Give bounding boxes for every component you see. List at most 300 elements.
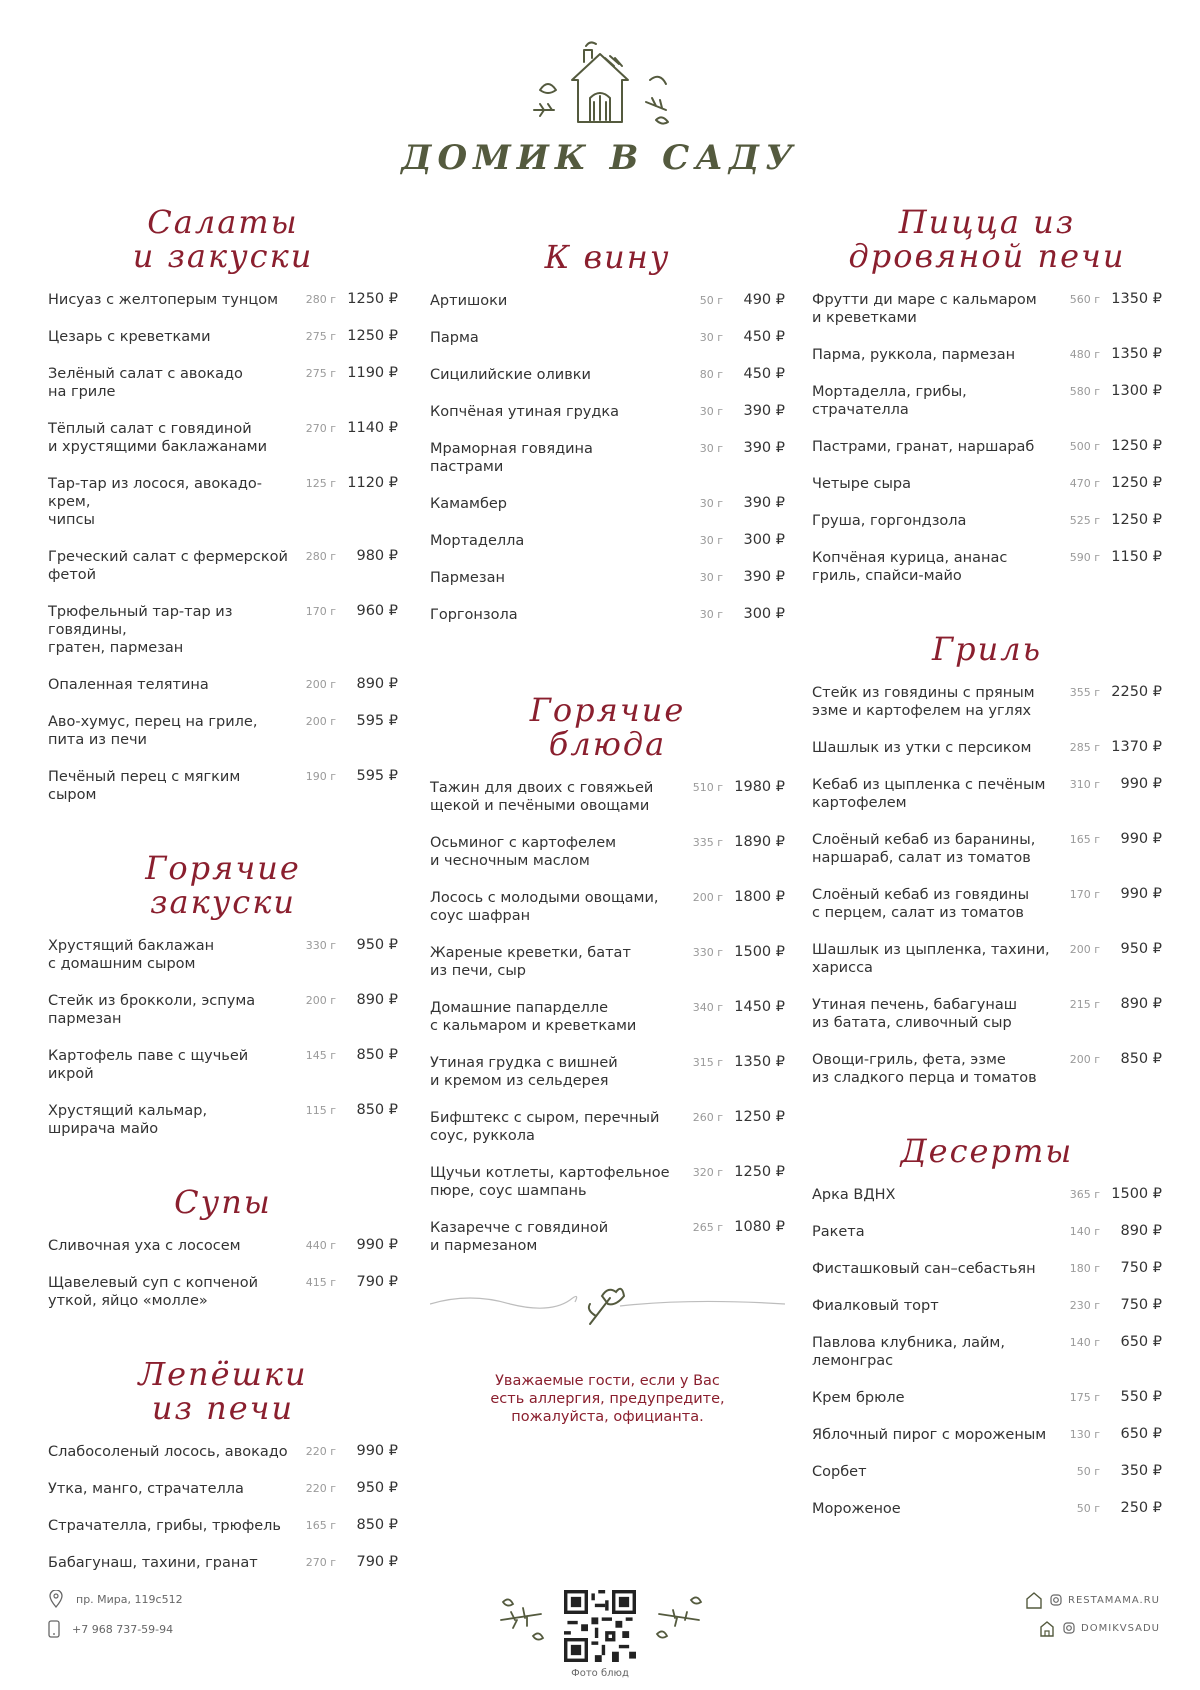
menu-item — [430, 366, 785, 384]
dish-name: Мортаделла — [430, 533, 525, 549]
menu-item — [812, 1051, 1162, 1087]
dish-price: 490 ₽ — [743, 292, 785, 308]
dish-price: 1450 ₽ — [734, 999, 785, 1015]
instagram-icon — [1063, 1622, 1075, 1634]
menu-item — [430, 779, 785, 815]
address: пр. Мира, 119с512 — [76, 1592, 183, 1606]
menu-item — [48, 365, 398, 401]
section-heading — [48, 1357, 398, 1425]
dish-weight: 115 г — [305, 1104, 336, 1117]
dish-price: 1500 ₽ — [1111, 1186, 1162, 1202]
menu-item — [812, 996, 1162, 1032]
dish-name: Артишоки — [430, 293, 508, 309]
dish-price: 990 ₽ — [356, 1237, 398, 1253]
dish-name: Лосось с молодыми овощами, соус шафран — [430, 890, 659, 924]
dish-price: 1250 ₽ — [347, 291, 398, 307]
dish-price: 790 ₽ — [356, 1274, 398, 1290]
dish-weight: 280 г — [305, 293, 336, 306]
dish-weight: 200 г — [305, 678, 336, 691]
section-pizza — [812, 205, 1162, 585]
dish-name: Осьминог с картофелем и чесночным маслом — [430, 835, 617, 869]
dish-name: Фисташковый сан–себастьян — [812, 1261, 1036, 1277]
dish-price: 450 ₽ — [743, 366, 785, 382]
dish-weight: 170 г — [305, 605, 336, 618]
dish-name: Слоёный кебаб из говядины с перцем, салат из томатов — [812, 887, 1030, 921]
qr-code[interactable] — [564, 1590, 636, 1662]
dish-name: Цезарь с креветками — [48, 329, 211, 345]
section-wine — [430, 240, 785, 624]
dish-weight: 50 г — [1076, 1502, 1100, 1515]
menu-item — [430, 999, 785, 1035]
dish-price: 390 ₽ — [743, 569, 785, 585]
dish-name: Сливочная уха с лососем — [48, 1238, 241, 1254]
dish-price: 595 ₽ — [356, 713, 398, 729]
dish-price: 550 ₽ — [1120, 1389, 1162, 1405]
logo — [0, 40, 1200, 178]
dish-name: Яблочный пирог с мороженым — [812, 1427, 1047, 1443]
dish-name: Мраморная говядина пастрами — [430, 441, 593, 475]
dish-weight: 165 г — [305, 1519, 336, 1532]
dish-price: 450 ₽ — [743, 329, 785, 345]
dish-name: Утиная печень, бабагунаш из батата, сливочный сыр — [812, 997, 1018, 1031]
dish-name: Утиная грудка с вишней и кремом из сельдерея — [430, 1055, 618, 1089]
menu-item — [48, 420, 398, 456]
dish-price: 1150 ₽ — [1111, 549, 1162, 565]
dish-weight: 275 г — [305, 367, 336, 380]
menu-item — [812, 1186, 1162, 1204]
dish-price: 750 ₽ — [1120, 1297, 1162, 1313]
dish-weight: 220 г — [305, 1482, 336, 1495]
section-heading — [48, 205, 398, 273]
menu-item — [430, 1054, 785, 1090]
section-salads — [48, 205, 398, 804]
menu-item — [430, 403, 785, 421]
dish-name: Опаленная телятина — [48, 677, 209, 693]
menu-item — [48, 603, 398, 657]
dish-price: 1350 ₽ — [1111, 291, 1162, 307]
dish-weight: 200 г — [1069, 943, 1100, 956]
dish-name: Жареные креветки, батат из печи, сыр — [430, 945, 631, 979]
dish-name: Тёплый салат с говядиной и хрустящими баклажанами — [48, 421, 268, 455]
dish-weight: 580 г — [1069, 385, 1100, 398]
dish-price: 790 ₽ — [356, 1554, 398, 1570]
menu-item — [812, 346, 1162, 364]
footer — [0, 1590, 1200, 1680]
menu-item — [812, 1389, 1162, 1407]
dish-weight: 470 г — [1069, 477, 1100, 490]
dish-weight: 500 г — [1069, 440, 1100, 453]
dish-name: Домашние папарделле с кальмаром и креветками — [430, 1000, 637, 1034]
dish-weight: 270 г — [305, 1556, 336, 1569]
menu-item — [812, 512, 1162, 530]
dish-price: 1250 ₽ — [734, 1109, 785, 1125]
menu-item — [48, 992, 398, 1028]
dish-name: Страчателла, грибы, трюфель — [48, 1518, 281, 1534]
dish-weight: 200 г — [305, 994, 336, 1007]
dish-price: 250 ₽ — [1120, 1500, 1162, 1516]
dish-weight: 220 г — [305, 1445, 336, 1458]
dish-price: 1800 ₽ — [734, 889, 785, 905]
dish-name: Стейк из брокколи, эспума пармезан — [48, 993, 256, 1027]
menu-item — [812, 1463, 1162, 1481]
dish-price: 850 ₽ — [356, 1517, 398, 1533]
dish-name: Парма, руккола, пармезан — [812, 347, 1016, 363]
dish-weight: 525 г — [1069, 514, 1100, 527]
section-heading-line: Лепёшки — [138, 1355, 308, 1393]
section-heading — [812, 1134, 1162, 1168]
section-heading — [812, 632, 1162, 666]
dish-weight: 200 г — [305, 715, 336, 728]
dish-price: 750 ₽ — [1120, 1260, 1162, 1276]
dish-weight: 440 г — [305, 1239, 336, 1252]
dish-weight: 30 г — [699, 608, 723, 621]
menu-item — [48, 937, 398, 973]
dish-name: Бабагунаш, тахини, гранат — [48, 1555, 258, 1571]
dish-price: 1250 ₽ — [1111, 512, 1162, 528]
dish-price: 1250 ₽ — [1111, 475, 1162, 491]
menu-item — [430, 944, 785, 980]
dish-weight: 510 г — [692, 781, 723, 794]
menu-item — [812, 1500, 1162, 1518]
dish-price: 890 ₽ — [1120, 1223, 1162, 1239]
dish-price: 850 ₽ — [356, 1047, 398, 1063]
dish-name: Шашлык из утки с персиком — [812, 740, 1032, 756]
dish-weight: 230 г — [1069, 1299, 1100, 1312]
dish-weight: 30 г — [699, 497, 723, 510]
menu-item — [430, 532, 785, 550]
dish-price: 960 ₽ — [356, 603, 398, 619]
garden-house-icon — [510, 40, 690, 136]
dish-name: Пастрами, гранат, наршараб — [812, 439, 1035, 455]
dish-name: Кебаб из цыпленка с печёным картофелем — [812, 777, 1046, 811]
dish-price: 1080 ₽ — [734, 1219, 785, 1235]
section-heading-line: и закуски — [132, 237, 314, 275]
section-flatbreads — [48, 1357, 398, 1572]
dish-weight: 320 г — [692, 1166, 723, 1179]
dish-name: Фрутти ди маре с кальмаром и креветками — [812, 292, 1037, 326]
menu-item — [812, 739, 1162, 757]
dish-name: Сорбет — [812, 1464, 867, 1480]
section-heading-line: закуски — [150, 883, 296, 921]
dish-name: Трюфельный тар-тар из говядины, гратен, пармезан — [48, 604, 233, 656]
social-row-2[interactable] — [1037, 1618, 1160, 1638]
menu-item — [812, 475, 1162, 493]
section-heading — [430, 240, 785, 274]
menu-item — [812, 831, 1162, 867]
dish-price: 300 ₽ — [743, 532, 785, 548]
ornament — [430, 1274, 785, 1338]
menu-item — [48, 548, 398, 584]
dish-weight: 335 г — [692, 836, 723, 849]
dish-name: Стейк из говядины с пряным эзме и картофелем на углях — [812, 685, 1035, 719]
dish-name: Ракета — [812, 1224, 865, 1240]
dish-weight: 125 г — [305, 477, 336, 490]
dish-weight: 50 г — [1076, 1465, 1100, 1478]
menu-item — [430, 834, 785, 870]
dish-name: Щучьи котлеты, картофельное пюре, соус шампань — [430, 1165, 670, 1199]
dish-name: Фиалковый торт — [812, 1298, 939, 1314]
menu-item — [430, 1109, 785, 1145]
dish-price: 1500 ₽ — [734, 944, 785, 960]
dish-price: 595 ₽ — [356, 768, 398, 784]
dish-weight: 80 г — [699, 368, 723, 381]
menu-item — [48, 1517, 398, 1535]
dish-name: Павлова клубника, лайм, лемонграс — [812, 1335, 1005, 1369]
restamama-logo-icon — [1024, 1590, 1044, 1610]
dish-name: Крем брюле — [812, 1390, 905, 1406]
section-heading-line: Пицца из — [898, 203, 1076, 241]
menu-item — [812, 1297, 1162, 1315]
tulip-ornament-icon — [430, 1274, 785, 1334]
dish-price: 1250 ₽ — [1111, 438, 1162, 454]
brand-name: ДОМИК В САДУ — [401, 138, 799, 178]
dish-price: 390 ₽ — [743, 440, 785, 456]
section-heading-line: Супы — [174, 1183, 272, 1221]
menu-item — [48, 1047, 398, 1083]
dish-price: 990 ₽ — [1120, 776, 1162, 792]
dish-name: Арка ВДНХ — [812, 1187, 896, 1203]
dish-name: Хрустящий баклажан с домашним сыром — [48, 938, 215, 972]
dish-weight: 165 г — [1069, 833, 1100, 846]
dish-weight: 310 г — [1069, 778, 1100, 791]
dish-name: Мортаделла, грибы, страчателла — [812, 384, 967, 418]
section-heading-line: из печи — [151, 1389, 295, 1427]
dish-weight: 280 г — [305, 550, 336, 563]
dish-name: Четыре сыра — [812, 476, 912, 492]
menu-item — [812, 549, 1162, 585]
dish-weight: 200 г — [1069, 1053, 1100, 1066]
dish-price: 300 ₽ — [743, 606, 785, 622]
section-heading — [812, 205, 1162, 273]
section-heading-line: дровяной печи — [848, 237, 1126, 275]
dish-name: Парма — [430, 330, 479, 346]
dish-price: 1300 ₽ — [1111, 383, 1162, 399]
qr-label: Фото блюд — [571, 1668, 629, 1679]
dish-weight: 30 г — [699, 571, 723, 584]
dish-weight: 355 г — [1069, 686, 1100, 699]
dish-name: Бифштекс с сыром, перечный соус, руккола — [430, 1110, 660, 1144]
dish-price: 990 ₽ — [356, 1443, 398, 1459]
dish-name: Слоёный кебаб из баранины, наршараб, салат из томатов — [812, 832, 1036, 866]
dish-name: Мороженое — [812, 1501, 901, 1517]
dish-price: 850 ₽ — [356, 1102, 398, 1118]
dish-weight: 330 г — [305, 939, 336, 952]
dish-name: Копчёная утиная грудка — [430, 404, 620, 420]
dish-name: Щавелевый суп с копченой уткой, яйцо «молле» — [48, 1275, 259, 1309]
section-desserts — [812, 1134, 1162, 1518]
social-link-domikvsadu[interactable]: DOMIKVSADU — [1081, 1622, 1160, 1634]
instagram-icon — [1050, 1594, 1062, 1606]
menu-item — [430, 1164, 785, 1200]
dish-weight: 560 г — [1069, 293, 1100, 306]
menu-item — [430, 292, 785, 310]
dish-name: Слабосоленый лосось, авокадо — [48, 1444, 288, 1460]
dish-name: Хрустящий кальмар, шрирача майо — [48, 1103, 208, 1137]
menu-item — [48, 713, 398, 749]
dish-weight: 260 г — [692, 1111, 723, 1124]
column-left — [48, 205, 398, 1591]
dish-weight: 270 г — [305, 422, 336, 435]
menu-item — [430, 569, 785, 587]
section-heading — [430, 693, 785, 761]
dish-price: 390 ₽ — [743, 403, 785, 419]
dish-price: 650 ₽ — [1120, 1426, 1162, 1442]
dish-weight: 285 г — [1069, 741, 1100, 754]
dish-name: Тажин для двоих с говяжьей щекой и печёными овощами — [430, 780, 654, 814]
dish-price: 990 ₽ — [1120, 831, 1162, 847]
dish-name: Сицилийские оливки — [430, 367, 591, 383]
dish-price: 1350 ₽ — [1111, 346, 1162, 362]
dish-weight: 30 г — [699, 442, 723, 455]
dish-name: Груша, горгондзола — [812, 513, 967, 529]
section-soups — [48, 1185, 398, 1310]
dish-price: 890 ₽ — [1120, 996, 1162, 1012]
section-heading-line: Горячие — [529, 691, 686, 729]
dish-weight: 265 г — [692, 1221, 723, 1234]
dish-weight: 180 г — [1069, 1262, 1100, 1275]
house-logo-icon — [1037, 1618, 1057, 1638]
dish-price: 850 ₽ — [1120, 1051, 1162, 1067]
dish-price: 1120 ₽ — [347, 475, 398, 491]
dish-weight: 330 г — [692, 946, 723, 959]
dish-price: 2250 ₽ — [1111, 684, 1162, 700]
dish-price: 650 ₽ — [1120, 1334, 1162, 1350]
menu-item — [430, 495, 785, 513]
dish-name: Горгонзола — [430, 607, 518, 623]
menu-item — [430, 440, 785, 476]
dish-price: 890 ₽ — [356, 676, 398, 692]
menu-item — [48, 1554, 398, 1572]
dish-weight: 340 г — [692, 1001, 723, 1014]
dish-name: Шашлык из цыпленка, тахини, харисса — [812, 942, 1050, 976]
dish-weight: 480 г — [1069, 348, 1100, 361]
menu-item — [812, 291, 1162, 327]
dish-name: Печёный перец с мягким сыром — [48, 769, 241, 803]
dish-name: Утка, манго, страчателла — [48, 1481, 244, 1497]
dish-name: Картофель паве с щучьей икрой — [48, 1048, 249, 1082]
dish-name: Нисуаз с желтоперым тунцом — [48, 292, 279, 308]
dish-price: 1890 ₽ — [734, 834, 785, 850]
herb-left-icon — [493, 1590, 553, 1650]
dish-weight: 140 г — [1069, 1336, 1100, 1349]
section-heading-line: К вину — [544, 238, 671, 276]
dish-price: 950 ₽ — [356, 1480, 398, 1496]
menu-item — [430, 329, 785, 347]
dish-name: Аво-хумус, перец на гриле, пита из печи — [48, 714, 258, 748]
dish-weight: 145 г — [305, 1049, 336, 1062]
dish-price: 350 ₽ — [1120, 1463, 1162, 1479]
dish-weight: 590 г — [1069, 551, 1100, 564]
dish-weight: 140 г — [1069, 1225, 1100, 1238]
menu-item — [812, 684, 1162, 720]
section-heading-line: Гриль — [931, 630, 1043, 668]
menu-item — [48, 1443, 398, 1461]
dish-name: Тар-тар из лосося, авокадо-крем, чипсы — [48, 476, 263, 528]
menu-item — [48, 676, 398, 694]
menu-item — [430, 1219, 785, 1255]
menu-item — [48, 475, 398, 529]
section-grill — [812, 632, 1162, 1087]
dish-weight: 315 г — [692, 1056, 723, 1069]
dish-weight: 170 г — [1069, 888, 1100, 901]
allergy-notice: Уважаемые гости, если у Вас есть аллергия, предупредите, пожалуйста, официанта. — [490, 1373, 725, 1425]
dish-price: 950 ₽ — [356, 937, 398, 953]
dish-price: 390 ₽ — [743, 495, 785, 511]
dish-price: 1980 ₽ — [734, 779, 785, 795]
menu-item — [812, 1223, 1162, 1241]
dish-price: 1350 ₽ — [734, 1054, 785, 1070]
dish-price: 950 ₽ — [1120, 941, 1162, 957]
dish-name: Пармезан — [430, 570, 505, 586]
section-hot-dishes — [430, 693, 785, 1255]
dish-price: 890 ₽ — [356, 992, 398, 1008]
dish-weight: 365 г — [1069, 1188, 1100, 1201]
dish-name: Овощи-гриль, фета, эзме из сладкого перца и томатов — [812, 1052, 1037, 1086]
dish-weight: 30 г — [699, 331, 723, 344]
dish-price: 1250 ₽ — [347, 328, 398, 344]
menu-item — [812, 383, 1162, 419]
section-heading-line: Салаты — [147, 203, 299, 241]
dish-name: Казаречче с говядиной и пармезаном — [430, 1220, 609, 1254]
menu-item — [48, 1102, 398, 1138]
menu-item — [812, 438, 1162, 456]
herb-right-icon — [647, 1590, 707, 1650]
dish-price: 1190 ₽ — [347, 365, 398, 381]
menu-item — [430, 606, 785, 624]
section-heading-line: Десерты — [900, 1132, 1074, 1170]
menu-item — [812, 941, 1162, 977]
menu-item — [48, 768, 398, 804]
qr-block — [0, 1590, 1200, 1679]
social-row-1[interactable] — [1024, 1590, 1160, 1610]
dish-weight: 30 г — [699, 405, 723, 418]
dish-price: 1370 ₽ — [1111, 739, 1162, 755]
column-middle — [430, 240, 785, 1426]
phone[interactable]: +7 968 737-59-94 — [72, 1622, 174, 1636]
menu-item — [48, 1237, 398, 1255]
menu-item — [48, 1480, 398, 1498]
menu-item — [812, 886, 1162, 922]
section-heading — [48, 1185, 398, 1219]
social-link-restamama[interactable]: RESTAMAMA.RU — [1068, 1594, 1160, 1606]
dish-weight: 215 г — [1069, 998, 1100, 1011]
menu-item — [812, 1334, 1162, 1370]
dish-weight: 30 г — [699, 534, 723, 547]
menu-item — [430, 889, 785, 925]
section-heading — [48, 851, 398, 919]
dish-name: Зелёный салат с авокадо на гриле — [48, 366, 243, 400]
dish-price: 980 ₽ — [356, 548, 398, 564]
dish-name: Греческий салат с фермерской фетой — [48, 549, 288, 583]
dish-price: 990 ₽ — [1120, 886, 1162, 902]
column-right — [812, 205, 1162, 1537]
dish-name: Камамбер — [430, 496, 508, 512]
dish-name: Копчёная курица, ананас гриль, спайси-майо — [812, 550, 1008, 584]
dish-weight: 200 г — [692, 891, 723, 904]
dish-weight: 275 г — [305, 330, 336, 343]
section-heading-line: блюда — [548, 725, 667, 763]
menu-item — [48, 1274, 398, 1310]
menu-item — [48, 328, 398, 346]
dish-weight: 415 г — [305, 1276, 336, 1289]
menu-item — [48, 291, 398, 309]
dish-weight: 190 г — [305, 770, 336, 783]
dish-weight: 130 г — [1069, 1428, 1100, 1441]
dish-weight: 175 г — [1069, 1391, 1100, 1404]
menu-item — [812, 1426, 1162, 1444]
section-heading-line: Горячие — [145, 849, 301, 887]
dish-price: 1250 ₽ — [734, 1164, 785, 1180]
